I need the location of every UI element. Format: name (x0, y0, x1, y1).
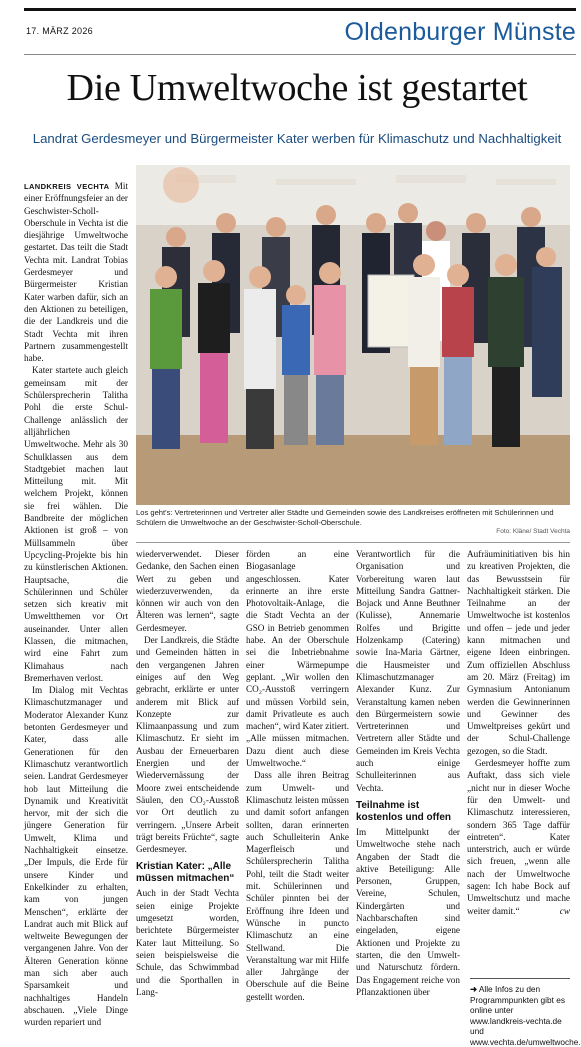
dateline: LANDKREIS VECHTA (24, 182, 110, 191)
photo-credit: Foto: Kläne/ Stadt Vechta (496, 528, 570, 535)
masthead-divider (24, 54, 576, 55)
paragraph: Mit einer Eröffnungsfeier an der Geschwister-Scholl-Oberschule in Vechta ist die diesjährige Umweltwoche gestartet. Das teilt die Stadt Vechta mit. Landrat Tobias Gerdesmeyer und Bürgermeister Kristian Kater warben dafür, sich an den Aktionen zu beteiligen, die der Landkreis und die Stadt Vechta mit ihren Partnern zusammengestellt habe. (24, 181, 128, 364)
article-column-1 (24, 180, 128, 1028)
group-photo-illustration (136, 165, 570, 505)
paragraph: Im Dialog mit Vechtas Klimaschutzmanager und Moderator Alexander Kunz betonten Gerdesmeyer und Kater, dass alle Generationen für den Klimaschutz verantwortlich seien. Landrat Gerdesmeyer hob laut Mitteilung die Dynamik und Kreativität hervor, mit der sich die jüngere Generation für Umwelt, Klima und Nachhaltigkeit einsetze. „Der Impuls, die Erde für unsere Kinder und Enkelkinder zu erhalten, kam von jungen Menschen“, erklärte der Landrat auch mit Blick auf weltweite Bewegungen der vergangenen Jahre. Von der Älteren Generation könne man sich aber auch Sparsamkeit und nachhaltiges Handeln abschauen. „Viele Dinge wurden repariert und (24, 685, 128, 1028)
paragraph: Kater startete auch gleich gemeinsam mit der Schülersprecherin Talitha Pohl die erste Schul-Challenge anlässlich der alljährlichen Umweltwoche. Mehr als 30 Schulklassen aus dem Stadtgebiet machen laut Mitteilung mit. Mit welchem Projekt, können sie frei wählen. Die Bandbreite der möglichen Aktionen ist groß – von Müllsammeln über Upcycling-Projekte bis hin zu künstlerischen Aktionen. Hauptsache, die Schülerinnen und Schüler setzen sich kreativ mit Umweltthemen vor Ort auseinander. Unter allen Klassen, die mitmachen, wird eine Fahrt zum Klimahaus nach Bremerhaven verlost. (24, 365, 128, 683)
masthead-top-rule (24, 8, 576, 11)
publication-name: Oldenburger Münste (344, 18, 576, 46)
author-initials: cw (559, 905, 570, 916)
article-column-2 (136, 548, 239, 1020)
paragraph: Der Landkreis, die Städte und Gemeinden hätten in den vergangenen Jahren einiges auf den Weg gebracht, erklärte er unter anderem mit Blick auf Konzepte zur Klimaanpassung und zum Klimaschutz. Er sieht im Ausbau der Erneuerbaren Energien und der Wiedervernässung der Moore zwei entscheidende Säulen, den CO₂-Ausstoß vor Ort deutlich zu verringern. „Unsere Arbeit trägt bereits Früchte“, sagte Gerdesmeyer. (136, 635, 239, 855)
article-column-3 (246, 548, 349, 1020)
info-box (470, 978, 581, 1047)
photo-caption: Los geht's: Vertreterinnen und Vertreter aller Städte und Gemeinden sowie des Landkreises eröffneten mit Schülerinnen und Schülern die Umweltwoche an der Geschwister-Scholl-Oberschule. (136, 508, 554, 527)
article-subheadline: Landrat Gerdesmeyer und Bürgermeister Kater werben für Klimaschutz und Nachhaltigkeit (32, 131, 562, 146)
paragraph: Aufräuminitiativen bis hin zu kreativen Projekten, die das Bewusstsein für Nachhaltigkeit stärken. Die Teilnahme an der Umweltwoche ist kostenlos und offen – jede und jeder kann mitmachen und eigene Ideen einbringen. Zum offiziellen Abschluss am 20. März (Freitag) im Gymnasium Antonianum werden die Gewinnerinnen und Gewinner des Umweltpreises gekürt und der Schul-Challenge gezogen, so die Stadt. (467, 549, 570, 756)
arrow-icon: ➜ (470, 984, 477, 994)
photo-divider (136, 542, 570, 543)
paragraph: Dass alle ihren Beitrag zum Umwelt- und Klimaschutz leisten müssen und damit sofort anfangen sollten, daran erinnerten auch Schulleiterin Anke Magerfleisch und Schülersprecherin Talitha Pohl, teilt die Stadt weiter mit. Schülerinnen und Schüler pinnten bei der Eröffnung ihre Ideen und Wünsche in puncto Klimaschutz an eine Stellwand. Die Veranstaltung war mit Hilfe aller Jahrgänge der Oberschule auf die Beine gestellt worden. (246, 770, 349, 1002)
article-column-4 (356, 548, 460, 1020)
info-text: Alle Infos zu den Programmpunkten gibt es online unter www.landkreis-vechta.de und www.vechta.de/umweltwoche. (470, 984, 581, 1047)
paragraph: Im Mittelpunkt der Umweltwoche stehe nach Angaben der Stadt die aktive Beteiligung: Alle Personen, Gruppen, Vereine, Schulen, Kindergärten und Nachbarschaften sind eingeladen, eigene Aktionen und Projekte zu starten, die den Umwelt- und Naturschutz fördern. Das Engagement reiche von Pflanzaktionen über (356, 826, 460, 997)
article-headline: Die Umweltwoche ist gestartet (66, 67, 528, 109)
article-column-5 (467, 548, 570, 974)
paragraph: Verantwortlich für die Organisation und Vorbereitung waren laut Mitteilung Sandra Gattner-Bojack und Anne Beuthner (Kulisse), Annemarie Rolfes und Brigitte Holzenkamp (Catering) sowie Ina-Maria Gärtner, die Hausmeister und Klimaschutzmanager Alexander Kunz. Zur Veranstaltung kamen neben den Bürgermeistern sowie Vertreterinnen und Vertretern aller Städte und Gemeinden im Kreis Vechta auch einige Schulleiterinnen aus Vechta. (356, 549, 460, 793)
paragraph: Auch in der Stadt Vechta seien einige Projekte umgesetzt worden, berichtete Bürgermeister Kater laut Mitteilung. So seien beispielsweise die Schule, das Schwimmbad und die Sporthallen in Lang- (136, 888, 239, 997)
paragraph: förden an eine Biogasanlage angeschlossen. Kater erinnerte an ihre erste Photovoltaik-Anlage, die die Stadt Vechta an der GSO in Betrieb genommen habe. An der Oberschule sei die Inbetriebnahme einer Wärmepumpe geplant. „Wir wollen den CO₂-Ausstoß verringern und müssen Vorbild sein, damit Privatleute es auch machen“, wird Kater zitiert. „Alle müssen mitmachen. Dazu dient auch diese Umweltwoche.“ (246, 549, 349, 769)
paragraph: Gerdesmeyer hoffte zum Auftakt, dass sich viele „nicht nur in dieser Woche für den Umwelt- und Klimaschutz interessieren, sondern 365 Tage daffür eintreten“. Kater unterstrich, auch er würde sich freuen, „wenn alle nach der Umweltwoche sagen: Ich habe Bock auf Umweltschutz und mache weiter damit.“ cw (467, 758, 570, 916)
group-photo (136, 165, 570, 505)
section-subhead: Kristian Kater: „Alle müssen mitmachen“ (136, 861, 235, 885)
issue-date: 17. MÄRZ 2026 (26, 26, 93, 36)
section-subhead: Teilnahme ist kostenlos und offen (356, 799, 451, 823)
paragraph: wiederverwendet. Dieser Gedanke, den Sachen einen Wert zu geben und wiederzuverwenden, da können wir auch von den Älteren was lernen“, sagte Gerdesmeyer. (136, 549, 239, 633)
